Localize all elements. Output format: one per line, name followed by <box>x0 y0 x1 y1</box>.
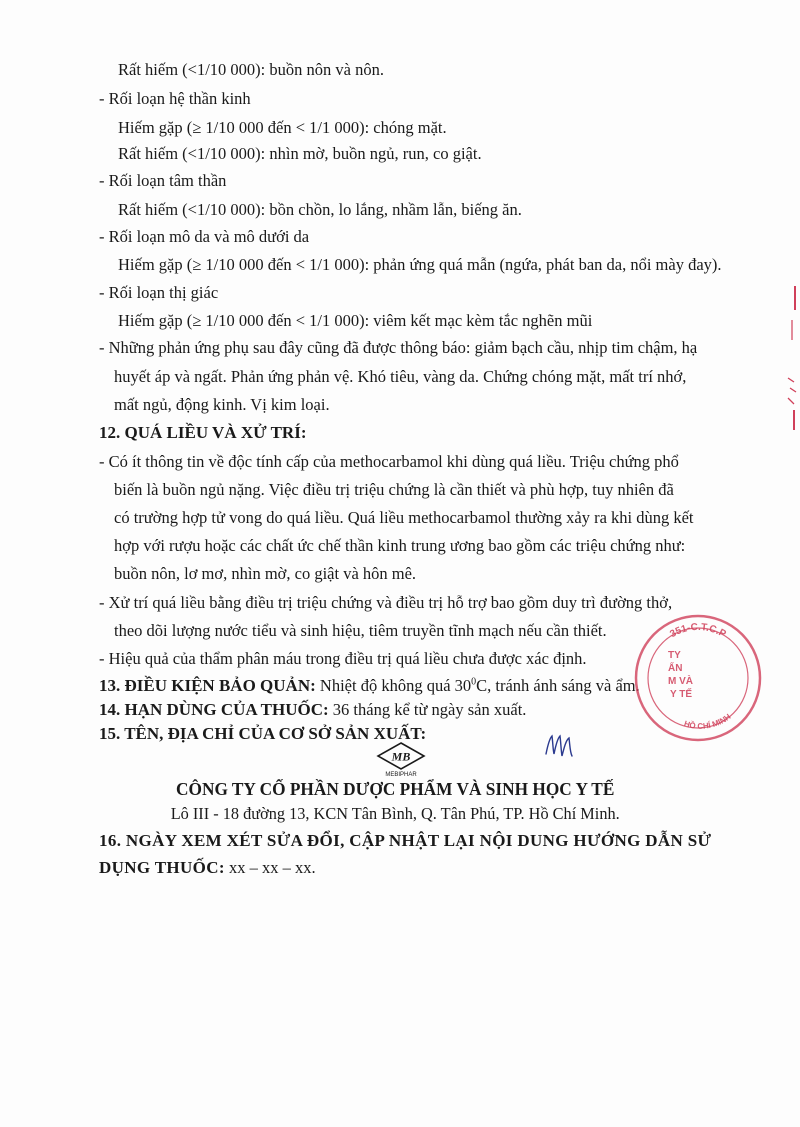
svg-text:351-C.T.C.P <box>668 622 728 640</box>
shelf-life-line <box>99 699 526 721</box>
overdose-line: hợp với rượu hoặc các chất ức chế thần kinh trung ương bao gồm các triệu chứng như: <box>114 536 686 555</box>
side-effect-line: Hiếm gặp (≥ 1/10 000 đến < 1/1 000): chóng mặt. <box>118 118 447 137</box>
overdose-line: buồn nôn, lơ mơ, nhìn mờ, co giật và hôn mê. <box>114 564 417 583</box>
logo-caption: MEBIPHAR <box>385 772 417 778</box>
side-effect-category: - Rối loạn mô da và mô dưới da <box>99 227 310 246</box>
side-effect-line: huyết áp và ngất. Phản ứng phản vệ. Khó tiêu, vàng da. Chứng chóng mặt, mất trí nhớ, <box>114 367 687 386</box>
company-address: Lô III - 18 đường 13, KCN Tân Bình, Q. Tân Phú, TP. Hồ Chí Minh. <box>170 804 620 823</box>
side-effect-line: Rất hiếm (<1/10 000): nhìn mờ, buồn ngủ, run, co giật. <box>118 144 482 163</box>
section-heading-shelf-life: 14. HẠN DÙNG CỦA THUỐC: <box>99 700 329 719</box>
edge-stamp-fragment <box>782 280 800 440</box>
side-effect-line: - Những phản ứng phụ sau đây cũng đã được thông báo: giảm bạch cầu, nhịp tim chậm, hạ <box>99 338 698 357</box>
overdose-line: có trường hợp tử vong do quá liều. Quá liều methocarbamol thường xảy ra khi dùng kết <box>114 508 694 527</box>
company-seal <box>628 608 768 748</box>
logo-monogram: MB <box>391 749 411 764</box>
overdose-line: - Hiệu quả của thẩm phân máu trong điều trị quá liều chưa được xác định. <box>99 649 587 668</box>
shelf-life-text: 36 tháng kể từ ngày sản xuất. <box>328 700 527 719</box>
seal-line: Y TẾ <box>670 689 693 700</box>
side-effect-category: - Rối loạn tâm thần <box>99 171 227 190</box>
seal-line: ẨN <box>668 663 683 674</box>
svg-text:HỒ CHÍ MINH <box>683 712 733 731</box>
seal-bottom-text: HỒ CHÍ MINH <box>682 712 733 731</box>
degree-superscript: 0 <box>471 676 477 688</box>
side-effect-line: mất ngủ, động kinh. Vị kim loại. <box>114 395 330 414</box>
side-effect-category: - Rối loạn hệ thần kinh <box>99 89 251 108</box>
review-date: xx – xx – xx. <box>224 858 316 877</box>
review-line <box>99 857 316 879</box>
seal-top-text: 351-C.T.C.P <box>668 621 728 641</box>
side-effect-line: Rất hiếm (<1/10 000): buồn nôn và nôn. <box>118 60 384 79</box>
overdose-line: biến là buồn ngủ nặng. Việc điều trị triệu chứng là cần thiết và phù hợp, tuy nhiên đã <box>114 480 674 499</box>
overdose-line: - Có ít thông tin về độc tính cấp của methocarbamol khi dùng quá liều. Triệu chứng phổ <box>99 452 679 471</box>
section-heading-storage: 13. ĐIỀU KIỆN BẢO QUẢN: <box>99 676 316 695</box>
overdose-line: - Xử trí quá liều bằng điều trị triệu chứng và điều trị hỗ trợ bao gồm duy trì đường thở, <box>99 593 673 612</box>
side-effect-category: - Rối loạn thị giác <box>99 283 219 302</box>
side-effect-line: Rất hiếm (<1/10 000): bồn chồn, lo lắng, nhầm lẫn, biếng ăn. <box>118 200 522 219</box>
seal-line: M VÀ <box>668 676 693 687</box>
overdose-line: theo dõi lượng nước tiểu và sinh hiệu, tiêm truyền tĩnh mạch nếu cần thiết. <box>114 621 607 640</box>
section-heading-review: 16. NGÀY XEM XÉT SỬA ĐỔI, CẬP NHẬT LẠI NỘI DUNG HƯỚNG DẪN SỬ <box>99 831 712 850</box>
company-name: CÔNG TY CỔ PHẦN DƯỢC PHẨM VÀ SINH HỌC Y TẾ <box>176 779 615 799</box>
section-heading-manufacturer: 15. TÊN, ĐỊA CHỈ CỦA CƠ SỞ SẢN XUẤT: <box>99 724 427 743</box>
seal-line: TY <box>668 650 681 661</box>
review-heading-cont: DỤNG THUỐC: <box>99 858 225 877</box>
storage-text-end: C, tránh ánh sáng và ẩm. <box>476 676 640 695</box>
section-heading-overdose: 12. QUÁ LIỀU VÀ XỬ TRÍ: <box>99 423 307 442</box>
side-effect-line: Hiếm gặp (≥ 1/10 000 đến < 1/1 000): viêm kết mạc kèm tắc nghẽn mũi <box>118 311 593 330</box>
mebiphar-logo <box>372 742 430 778</box>
side-effect-line: Hiếm gặp (≥ 1/10 000 đến < 1/1 000): phản ứng quá mẫn (ngứa, phát ban da, nổi mày đay). <box>118 255 722 274</box>
signature-mark <box>542 730 582 760</box>
storage-line <box>99 675 640 697</box>
storage-text: Nhiệt độ không quá 30 <box>315 676 472 695</box>
